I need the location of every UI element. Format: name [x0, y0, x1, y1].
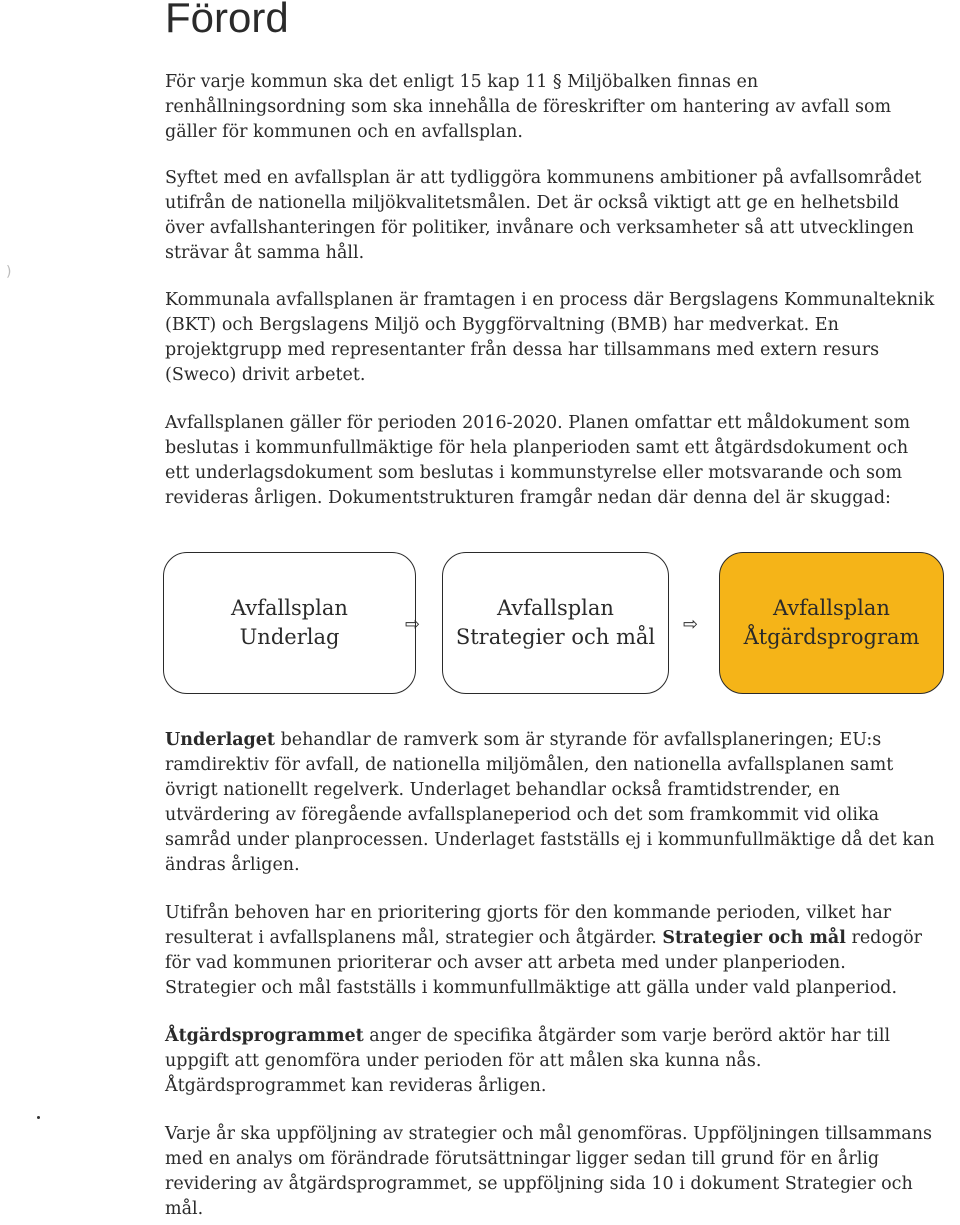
diagram-box-atgardsprogram-highlighted [719, 552, 944, 694]
paragraph-intro: För varje kommun ska det enligt 15 kap 11 § Miljöbalken finnas en renhållningsordning som ska innehålla de föreskrifter om hantering av avfall som gäller för kommunen och en avfallsplan. [165, 72, 892, 142]
paragraph-atgardsprogram [165, 1024, 935, 1099]
term-underlaget: Underlaget [165, 730, 276, 750]
paragraph-uppfoljning: Varje år ska uppföljning av strategier och mål genomföras. Uppföljningen tillsammans med en analys om förändrade förutsättningar ligger sedan till grund för en årlig revidering av åtgärdsprogrammet, se uppföljning sida 10 i dokument Strategier och mål. [165, 1124, 932, 1219]
paragraph-atgardsprogram-text: anger de specifika åtgärder som varje berörd aktör har till uppgift att genomföra under perioden för att målen ska kunna nås. Åtgärdsprogrammet kan revideras årligen. [165, 1026, 891, 1096]
scan-margin-mark: ) [6, 264, 12, 280]
diagram-box-strategier [442, 552, 669, 694]
box-line1: Avfallsplan [497, 596, 614, 620]
box-line2: Underlag [239, 625, 340, 649]
term-strategier-och-mal: Strategier och mål [662, 928, 846, 948]
paragraph-strategier [165, 901, 935, 1001]
paragraph-strategier-text: redogör för vad kommunen prioriterar och avser att arbeta med under planperioden. Strategier och mål fastställs i kommunfullmäktige att gälla under vald planperiod. [165, 928, 923, 998]
paragraph-purpose: Syftet med en avfallsplan är att tydliggöra kommunens ambitioner på avfallsområdet utifrån de nationella miljökvalitetsmålen. Det är också viktigt att ge en helhetsbild över avfallshanteringen för politiker, invånare och verksamheter så att utvecklingen strävar åt samma håll. [165, 168, 922, 263]
box-line1: Avfallsplan [773, 596, 890, 620]
box-line1: Avfallsplan [231, 596, 348, 620]
paragraph-underlag [165, 728, 935, 878]
scan-dot-mark [37, 1116, 40, 1119]
paragraph-strategier-start: Utifrån behoven har en prioritering gjorts för den kommande perioden, vilket har resulterat i avfallsplanens mål, strategier och åtgärder. [165, 903, 892, 948]
paragraph-underlag-text: behandlar de ramverk som är styrande för avfallsplaneringen; EU:s ramdirektiv för avfall, de nationella miljömålen, den nationella avfallsplanen samt övrigt nationellt regelverk. Underlaget behandlar också framtidstrender, en utvärdering av föregående avfallsplaneperiod och det som framkommit vid olika samråd under planprocessen. Underlaget fastställs ej i kommunfullmäktige då det kan ändras årligen. [165, 730, 935, 875]
box-line2: Åtgärdsprogram [743, 625, 920, 649]
paragraph-period: Avfallsplanen gäller för perioden 2016-2020. Planen omfattar ett måldokument som beslutas i kommunfullmäktige för hela planperioden samt ett åtgärdsdokument och ett underlagsdokument som beslutas i kommunstyrelse eller motsvarande och som revideras årligen. Dokumentstrukturen framgår nedan där denna del är skuggad: [165, 413, 911, 508]
paragraph-process: Kommunala avfallsplanen är framtagen i en process där Bergslagens Kommunalteknik (BKT) och Bergslagens Miljö och Byggförvaltning (BMB) har medverkat. En projektgrupp med representanter från dessa har tillsammans med extern resurs (Sweco) drivit arbetet. [165, 290, 935, 385]
page-title: Förord [165, 0, 289, 41]
arrow-right-icon: ⇨ [683, 614, 699, 635]
diagram-box-underlag [163, 552, 416, 694]
term-atgardsprogrammet: Åtgärdsprogrammet [165, 1026, 364, 1046]
arrow-right-icon: ⇨ [405, 614, 421, 635]
box-line2: Strategier och mål [455, 625, 656, 649]
